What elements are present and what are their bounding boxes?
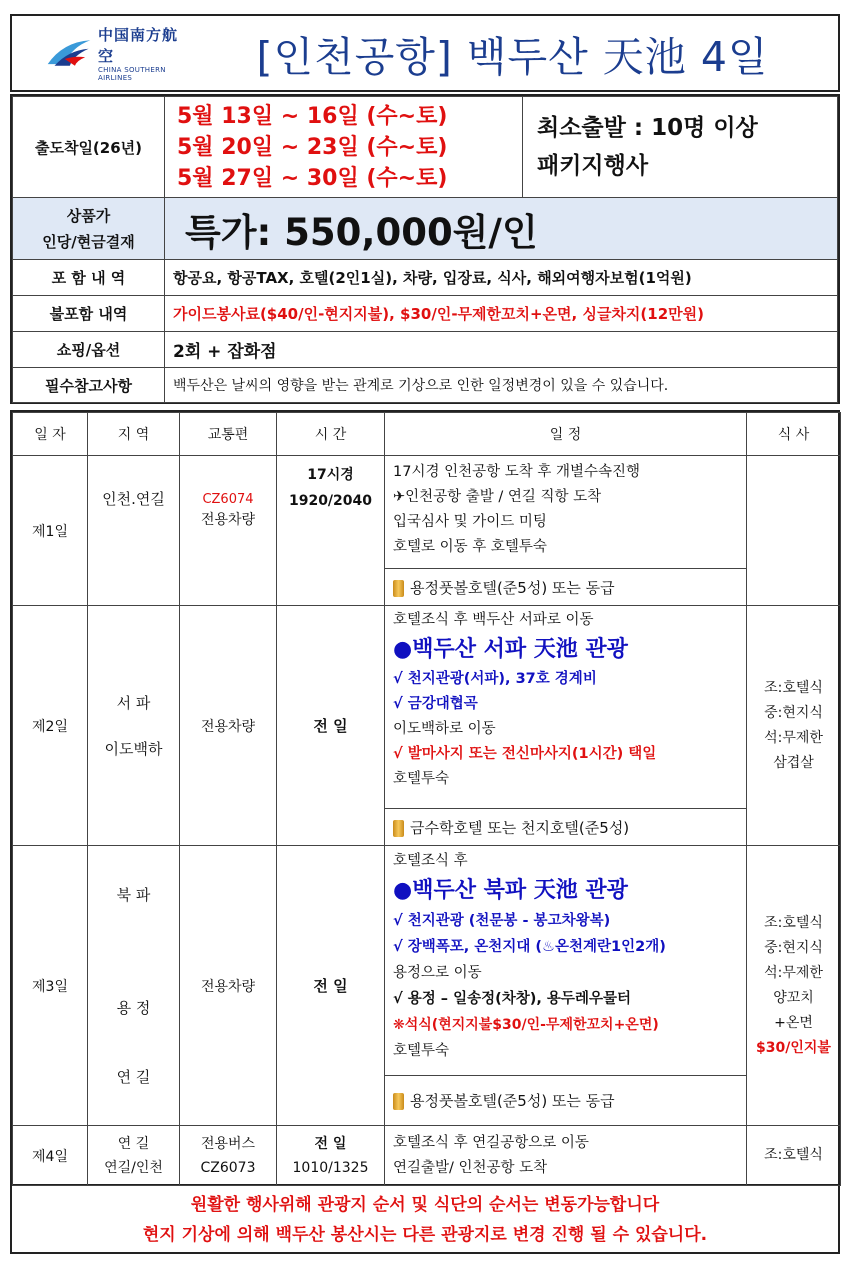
day4-label: 제4일 <box>13 1126 88 1186</box>
day3-meal-1: 조:호텔식 <box>764 914 823 931</box>
day3-meal <box>747 846 841 1126</box>
exclude-value: 가이드봉사료($40/인-현지지불), $30/인-무제한꼬치+온면, 싱글차지(12만원) <box>165 296 838 332</box>
day1-label: 제1일 <box>13 456 88 606</box>
dates-label: 출도착일(26년) <box>13 97 165 198</box>
day2-line-4: 이도백하로 이동 <box>393 721 496 737</box>
day4-meal: 조:호텔식 <box>747 1126 841 1186</box>
day4-time-1: 전 일 <box>314 1135 347 1152</box>
day1-time-2: 1920/2040 <box>288 493 373 509</box>
departure-dates <box>165 97 523 198</box>
shopping-label: 쇼핑/옵션 <box>13 332 165 368</box>
airline-name-cn: 中国南方航空 <box>97 26 178 65</box>
day1-region: 인천.연길 <box>88 456 180 606</box>
day1-hotel <box>385 569 747 606</box>
day3-time: 전 일 <box>277 846 385 1126</box>
day2-meal <box>747 606 841 846</box>
day1-line-2: ✈인천공항 출발 / 연길 직항 도착 <box>393 489 602 505</box>
day2-highlight: ●백두산 서파 天池 관광 <box>393 637 628 662</box>
header-day: 일 자 <box>13 413 88 456</box>
itinerary-table <box>10 410 840 1186</box>
day2-hotel <box>385 809 747 846</box>
date-2: 5월 20일 ~ 23일 (수~토) <box>177 134 448 160</box>
day3-meal-3: 석:무제한 <box>764 964 823 981</box>
day3-region-2: 용 정 <box>116 999 151 1017</box>
minimum-departure <box>523 97 838 198</box>
footer-line-1: 원활한 행사위해 관광지 순서 및 식단의 순서는 변동가능합니다 <box>190 1195 660 1215</box>
day4-region-1: 연 길 <box>117 1135 150 1152</box>
exclude-label: 불포함 내역 <box>13 296 165 332</box>
day2-line-2: √ 천지관광(서파), 37호 경계비 <box>393 671 597 687</box>
day4-itinerary <box>385 1126 747 1186</box>
day3-hotel-name: 용정풋볼호텔(준5성) 또는 동급 <box>410 1092 615 1110</box>
price-label-2: 인당/현금결재 <box>42 232 135 251</box>
day2-itinerary <box>385 606 747 809</box>
day3-line-4: 용정으로 이동 <box>393 965 482 981</box>
day2-hotel-name: 금수학호텔 또는 천지호텔(준5성) <box>410 818 630 837</box>
day2-region-1: 서 파 <box>116 693 151 712</box>
header-itinerary: 일 정 <box>385 413 747 456</box>
airline-logo <box>12 24 187 82</box>
day4-time <box>277 1126 385 1186</box>
day1-time-1: 17시경 <box>307 467 354 483</box>
day1-meal <box>747 456 841 606</box>
day1-line-3: 입국심사 및 가이드 미팅 <box>393 514 547 530</box>
hotel-icon <box>393 1093 404 1110</box>
day3-line-7: 호텔투숙 <box>393 1043 450 1059</box>
day3-meal-price: $30/인지불 <box>756 1039 831 1056</box>
day3-transport: 전용차량 <box>180 846 277 1126</box>
day2-meal-2: 중:현지식 <box>764 704 823 721</box>
header-meal: 식 사 <box>747 413 841 456</box>
day2-line-5: √ 발마사지 또는 전신마사지(1시간) 택일 <box>393 746 657 762</box>
day2-label: 제2일 <box>13 606 88 846</box>
day4-transport <box>180 1126 277 1186</box>
day4-region-2: 연길/인천 <box>104 1159 163 1176</box>
header-time: 시 간 <box>277 413 385 456</box>
title-bar <box>10 14 840 92</box>
day3-line-5: √ 용정 – 일송정(차창), 용두레우물터 <box>393 991 631 1007</box>
day2-transport: 전용차량 <box>180 606 277 846</box>
day1-line-1: 17시경 인천공항 도착 후 개별수속진행 <box>393 464 640 480</box>
page-title: [인천공항] 백두산 天池 4일 <box>256 32 769 81</box>
footer-notice <box>10 1186 840 1254</box>
day2-row <box>13 606 841 809</box>
airline-name-en: CHINA SOUTHERN AIRLINES <box>97 66 166 82</box>
day3-highlight: ●백두산 북파 天池 관광 <box>393 878 628 903</box>
day3-label: 제3일 <box>13 846 88 1126</box>
day4-region <box>88 1126 180 1186</box>
day3-region <box>88 846 180 1126</box>
day2-line-3: √ 금강대협곡 <box>393 696 478 712</box>
day3-itinerary <box>385 846 747 1076</box>
day4-line-1: 호텔조식 후 연길공항으로 이동 <box>393 1134 589 1151</box>
day2-line-1: 호텔조식 후 백두산 서파로 이동 <box>393 612 594 628</box>
include-value: 항공요, 항공TAX, 호텔(2인1실), 차량, 입장료, 식사, 해외여행자보험(1억원) <box>165 260 838 296</box>
header-region: 지 역 <box>88 413 180 456</box>
day3-line-2: √ 천지관광 (천문봉 - 봉고차왕복) <box>393 913 611 929</box>
hotel-icon <box>393 580 404 597</box>
day3-row <box>13 846 841 1076</box>
notes-value: 백두산은 날씨의 영향을 받는 관계로 기상으로 인한 일정변경이 있을 수 있습니다. <box>165 368 838 403</box>
day1-itinerary <box>385 456 747 569</box>
day3-region-3: 연 길 <box>116 1068 151 1086</box>
day1-row <box>13 456 841 569</box>
minimum-line-1: 최소출발 : 10명 이상 <box>537 115 758 141</box>
day2-meal-3: 석:무제한 <box>764 729 823 746</box>
kapok-flower-icon <box>46 36 92 70</box>
day4-transport-2: CZ6073 <box>200 1159 256 1176</box>
day1-flight: CZ6074 <box>202 492 254 507</box>
day4-time-2: 1010/1325 <box>292 1159 369 1176</box>
day3-hotel <box>385 1076 747 1126</box>
hotel-icon <box>393 820 404 837</box>
price-label-1: 상품가 <box>66 206 111 225</box>
date-3: 5월 27일 ~ 30일 (수~토) <box>177 165 448 191</box>
day1-vehicle: 전용차량 <box>200 512 256 528</box>
date-1: 5월 13일 ~ 16일 (수~토) <box>177 103 448 129</box>
day3-line-6: ❋석식(현지지불$30/인-무제한꼬치+온면) <box>393 1017 659 1033</box>
price-value: 특가: 550,000원/인 <box>165 198 838 260</box>
header-transport: 교통편 <box>180 413 277 456</box>
day4-transport-1: 전용버스 <box>200 1135 256 1152</box>
day1-hotel-name: 용정풋볼호텔(준5성) 또는 동급 <box>410 578 615 597</box>
day1-line-4: 호텔로 이동 후 호텔투숙 <box>393 539 547 555</box>
day2-meal-1: 조:호텔식 <box>764 679 823 696</box>
day3-meal-5: +온면 <box>774 1014 813 1031</box>
day3-line-3: √ 장백폭포, 온천지대 (♨온천계란1인2개) <box>393 939 666 955</box>
price-label <box>13 198 165 260</box>
day2-meal-4: 삼겹살 <box>773 754 814 771</box>
shopping-value: 2회 + 잡화점 <box>165 332 838 368</box>
day3-line-1: 호텔조식 후 <box>393 853 468 869</box>
day4-line-2: 연길출발/ 인천공항 도착 <box>393 1159 548 1176</box>
day3-meal-2: 중:현지식 <box>764 939 823 956</box>
day3-region-1: 북 파 <box>116 886 151 904</box>
day2-region-2: 이도백하 <box>104 739 163 758</box>
include-label: 포 함 내 역 <box>13 260 165 296</box>
day2-line-6: 호텔투숙 <box>393 771 450 787</box>
day4-row <box>13 1126 841 1186</box>
day1-transport <box>180 456 277 606</box>
product-info-table <box>10 94 840 404</box>
footer-line-2: 현지 기상에 의해 백두산 봉산시는 다른 관광지로 변경 진행 될 수 있습니다. <box>142 1225 708 1245</box>
day2-region <box>88 606 180 846</box>
day1-time <box>277 456 385 606</box>
notes-label: 필수참고사항 <box>13 368 165 403</box>
day2-time: 전 일 <box>277 606 385 846</box>
day3-meal-4: 양꼬치 <box>773 989 814 1006</box>
minimum-line-2: 패키지행사 <box>537 153 649 179</box>
